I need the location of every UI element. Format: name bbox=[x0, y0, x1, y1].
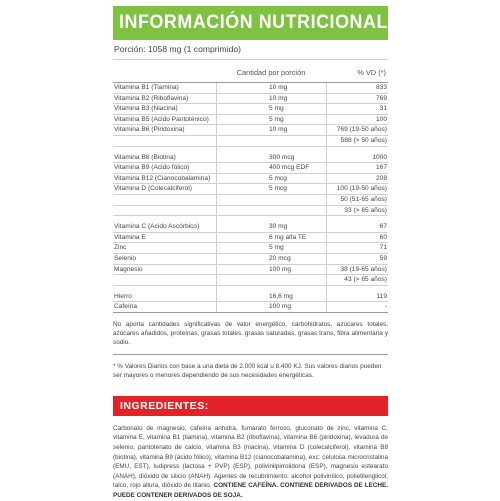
table-row bbox=[113, 174, 388, 185]
nutrient-vd: 833 bbox=[326, 83, 388, 93]
nutrient-amount: 5 mg bbox=[216, 104, 326, 114]
table-row bbox=[113, 265, 388, 276]
table-row bbox=[113, 222, 388, 233]
nutrient-vd: 167 bbox=[326, 163, 388, 173]
nutrient-vd: 43 (> 65 años) bbox=[326, 275, 388, 285]
nutrient-name: Vitamina B9 (Acido fólico) bbox=[114, 164, 190, 172]
table-row bbox=[113, 302, 388, 313]
ingredients-list bbox=[113, 416, 388, 501]
table-row bbox=[113, 115, 388, 126]
nutrient-name: Vitamina B3 (Niacina) bbox=[114, 105, 178, 113]
nutrient-amount: 10 mg bbox=[216, 125, 326, 135]
nutrient-vd: 67 bbox=[326, 222, 388, 232]
nutrient-amount: 16,6 mg bbox=[216, 292, 326, 302]
nutrient-vd: 100 bbox=[326, 115, 388, 125]
nutrient-amount: 6 mg alfa TE bbox=[216, 233, 326, 243]
nutrient-amount: 300 mcg bbox=[216, 153, 326, 163]
nutrient-name bbox=[113, 275, 216, 285]
nutrient-vd: 588 (> 50 años) bbox=[326, 136, 388, 146]
nutrient-amount: 100 mg bbox=[216, 265, 326, 275]
table-row bbox=[113, 153, 388, 164]
nutrient-vd: 50 (51-65 años) bbox=[326, 195, 388, 205]
nutrient-name: Selenio bbox=[114, 254, 136, 262]
nutrient-name: Vitamina B2 (Riboflavina) bbox=[114, 94, 189, 102]
nutrient-vd: 769 (19-50 años) bbox=[326, 125, 388, 135]
nutrient-name bbox=[113, 136, 216, 146]
table-row bbox=[113, 292, 388, 303]
nutrient-table bbox=[113, 83, 388, 313]
nutrient-name: Vitamina B1 (Tiamina) bbox=[114, 84, 179, 91]
table-row bbox=[113, 104, 388, 115]
nutrient-name: Hierro bbox=[114, 292, 132, 300]
nutrient-amount: 5 mcg bbox=[216, 184, 326, 194]
table-row bbox=[113, 233, 388, 244]
nutrient-amount: 400 mcg EDF bbox=[216, 163, 326, 173]
nutrient-name bbox=[113, 206, 216, 216]
nutrient-amount: 100 mg bbox=[216, 302, 326, 312]
nutrient-name: Cafeína bbox=[114, 303, 138, 311]
table-row bbox=[113, 184, 388, 195]
nutrient-vd: 71 bbox=[326, 243, 388, 253]
nutrient-vd: 1000 bbox=[326, 153, 388, 163]
table-row bbox=[113, 125, 388, 136]
nutrient-name: Vitamina C (Acido Ascórbico) bbox=[114, 223, 200, 231]
nutrient-vd: - bbox=[326, 302, 388, 312]
table-row bbox=[113, 163, 388, 174]
table-row bbox=[113, 94, 388, 105]
header-amount: Cantidad por porción bbox=[236, 68, 306, 77]
page-title: INFORMACIÓN NUTRICIONAL bbox=[119, 12, 388, 33]
table-row bbox=[113, 195, 388, 206]
nutrient-amount: 5 mg bbox=[216, 115, 326, 125]
table-row bbox=[113, 136, 388, 147]
nutrient-amount bbox=[216, 206, 326, 216]
nutrient-amount: 5 mg bbox=[216, 243, 326, 253]
nutrition-label bbox=[113, 6, 388, 501]
daily-value-footnote: * % Valores Diarios con base a una dieta de 2.000 kcal u 8.400 KJ. Sus valores diarios pueden ser mayores o menores dependiendo de sus necesidades energéticas. bbox=[113, 362, 382, 379]
nutrient-amount: 20 mcg bbox=[216, 254, 326, 264]
nutrient-name: Magnesio bbox=[114, 265, 143, 273]
nutrient-vd: 38 (19-65 años) bbox=[326, 265, 388, 275]
table-row bbox=[113, 254, 388, 265]
nutrient-name: Zinc bbox=[114, 244, 127, 252]
nutrient-amount: 30 mg bbox=[216, 222, 326, 232]
header-spacer bbox=[113, 68, 216, 77]
nutrient-vd: 100 (19-50 años) bbox=[326, 184, 388, 194]
portion-size: Porción: 1058 mg (1 comprimido) bbox=[113, 40, 388, 60]
nutrition-note: No aporta cantidades significativas de valor energético, carbohidratos, azúcares totales, azúcares añadidos, proteínas, grasas totales, grasas saturadas, grasas trans, fibra alimentaria y sodio. bbox=[113, 313, 388, 355]
nutrient-amount: 10 mg bbox=[216, 94, 326, 104]
nutrient-vd: 31 bbox=[326, 104, 388, 114]
nutrient-name: Vitamina E bbox=[114, 233, 146, 241]
table-header bbox=[113, 60, 388, 83]
nutrient-vd: 60 bbox=[326, 233, 388, 243]
nutrient-amount: 10 mg bbox=[216, 83, 326, 93]
nutrient-name: Vitamina B6 (Piridoxina) bbox=[114, 126, 185, 134]
nutrient-name: Vitamina B12 (Cianocobalamina) bbox=[114, 174, 211, 182]
nutrient-vd: 119 bbox=[326, 292, 388, 302]
table-row bbox=[113, 206, 388, 217]
table-row bbox=[113, 275, 388, 286]
nutrient-name: Vitamina D (Colecalciferol) bbox=[114, 185, 192, 193]
table-row bbox=[113, 243, 388, 254]
title-bar bbox=[113, 6, 388, 40]
nutrient-name: Vitamina B8 (Biotina) bbox=[114, 153, 176, 161]
nutrient-name bbox=[113, 195, 216, 205]
ingredients-header bbox=[113, 396, 388, 416]
nutrient-amount bbox=[216, 195, 326, 205]
header-vd: % VD (*) bbox=[357, 68, 386, 77]
nutrient-vd: 769 bbox=[326, 94, 388, 104]
nutrient-vd: 208 bbox=[326, 174, 388, 184]
ingredients-warning: CONTIENE CAFEÍNA. CONTIENE DERIVADOS DE LECHE. PUEDE CONTENER DERIVADOS DE SOJA. bbox=[113, 482, 388, 500]
nutrient-amount bbox=[216, 136, 326, 146]
nutrient-amount bbox=[216, 275, 326, 285]
ingredients-title: INGREDIENTES: bbox=[120, 399, 209, 412]
nutrient-amount: 5 mcg bbox=[216, 174, 326, 184]
nutrient-name: Vitamina B5 (Acido Pantoténico) bbox=[114, 115, 209, 123]
table-row bbox=[113, 83, 388, 94]
nutrient-vd: 59 bbox=[326, 254, 388, 264]
nutrient-vd: 33 (> 65 años) bbox=[326, 206, 388, 216]
ingredients-text: Carbonato de magnesio, cafeína anhidra, fumarato ferroso, gluconato de zinc, vitamina C, vitamina E, vitamina B1 (tiamina), vitamina B2 (riboflavina), vitamina B6 (piridoxina), levadura de selenio, pantotenato de calcio, vitamina B3 (niacina), vitamina D (colecalciferol), vitamina B8 (biotina), vitamina B9 (ácido fólico), vitamina B12 (cianocobalamina), exc: celulosa microcristalina (EMU, EST), ludipress (lactosa + PVP) (ESP), polivinilpirrolidona (ESP), magnesio estearato (ANAH), dióxido de silicio (ANAH). Agentes de recubrimiento: alcohol polivinílico, polietilenglicol, talco, rojo allura, dióxido de titanio. bbox=[113, 424, 388, 490]
